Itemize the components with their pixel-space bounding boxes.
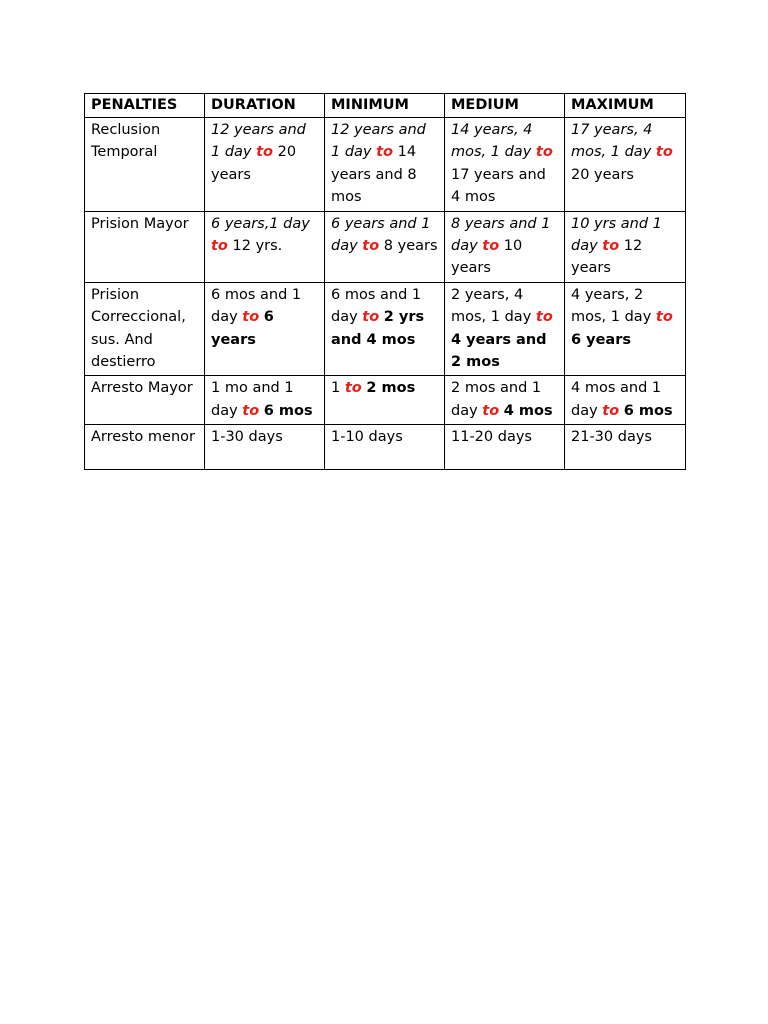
range-start: 1	[331, 380, 341, 397]
range-end: 14 years and 8 mos	[331, 144, 417, 206]
table-row	[85, 211, 686, 282]
to-connector: to	[602, 238, 620, 255]
penalties-table	[84, 93, 686, 470]
to-connector: to	[482, 402, 500, 419]
range-end: 6 years	[571, 331, 631, 348]
header-medium: MEDIUM	[445, 94, 565, 118]
range-start: 8 years and 1 day	[451, 215, 551, 255]
to-connector: to	[535, 144, 553, 161]
to-connector: to	[655, 144, 673, 161]
maximum-cell	[565, 376, 686, 425]
range-end: 4 mos	[503, 402, 553, 419]
range-start: 4 years, 2 mos, 1 day	[571, 286, 652, 326]
header-duration: DURATION	[205, 94, 325, 118]
penalty-name-cell: Arresto Mayor	[85, 376, 205, 425]
to-connector: to	[256, 144, 274, 161]
penalty-name-cell: Arresto menor	[85, 425, 205, 470]
range-start: 6 mos and 1 day	[211, 286, 302, 326]
range-end: 6 mos	[263, 402, 313, 419]
maximum-cell: 21-30 days	[565, 425, 686, 470]
duration-cell	[205, 282, 325, 376]
medium-cell	[445, 282, 565, 376]
duration-cell	[205, 376, 325, 425]
penalty-name-cell: Reclusion Temporal	[85, 118, 205, 212]
range-start: 17 years, 4 mos, 1 day	[571, 122, 653, 161]
minimum-cell	[325, 211, 445, 282]
duration-cell	[205, 211, 325, 282]
range-end: 2 yrs and 4 mos	[331, 309, 425, 348]
range-start: 2 years, 4 mos, 1 day	[451, 286, 532, 326]
maximum-cell	[565, 118, 686, 212]
to-connector: to	[344, 380, 362, 397]
minimum-cell	[325, 282, 445, 376]
to-connector: to	[362, 238, 380, 255]
range-end: 12 years	[571, 238, 643, 277]
range-end: 6 mos	[623, 402, 673, 419]
range-start: 4 mos and 1 day	[571, 380, 662, 419]
range-start: 10 yrs and 1 day	[571, 215, 662, 255]
range-start: 14 years, 4 mos, 1 day	[451, 122, 533, 161]
range-start: 1 mo and 1 day	[211, 380, 294, 419]
minimum-cell	[325, 118, 445, 212]
to-connector: to	[655, 309, 673, 326]
maximum-cell	[565, 282, 686, 376]
range-start: 6 years and 1 day	[331, 215, 431, 255]
range-end: 8 years	[383, 238, 438, 255]
duration-cell	[205, 118, 325, 212]
header-maximum: MAXIMUM	[565, 94, 686, 118]
duration-cell: 1-30 days	[205, 425, 325, 470]
range-end: 10 years	[451, 238, 523, 277]
to-connector: to	[376, 144, 394, 161]
to-connector: to	[362, 309, 380, 326]
medium-cell	[445, 118, 565, 212]
range-start: 12 years and 1 day	[211, 122, 306, 161]
to-connector: to	[602, 402, 620, 419]
range-start: 6 years,1 day	[211, 215, 310, 232]
to-connector: to	[482, 238, 500, 255]
to-connector: to	[242, 309, 260, 326]
range-start: 12 years and 1 day	[331, 122, 426, 161]
to-connector: to	[242, 402, 260, 419]
penalty-name-cell: Prision Mayor	[85, 211, 205, 282]
minimum-cell	[325, 376, 445, 425]
medium-cell	[445, 376, 565, 425]
penalty-name-cell: Prision Correccional, sus. And destierro	[85, 282, 205, 376]
medium-cell: 11-20 days	[445, 425, 565, 470]
range-end: 6 years	[211, 309, 274, 348]
range-start: 2 mos and 1 day	[451, 380, 542, 419]
header-penalties: PENALTIES	[85, 94, 205, 118]
medium-cell	[445, 211, 565, 282]
to-connector: to	[211, 238, 228, 255]
maximum-cell	[565, 211, 686, 282]
table-row	[85, 118, 686, 212]
minimum-cell: 1-10 days	[325, 425, 445, 470]
to-connector: to	[535, 309, 553, 326]
range-end: 20 years	[571, 166, 634, 183]
range-end: 4 years and 2 mos	[451, 331, 547, 371]
range-start: 6 mos and 1 day	[331, 286, 422, 326]
table-row	[85, 425, 686, 470]
header-minimum: MINIMUM	[325, 94, 445, 118]
range-end: 20 years	[211, 144, 297, 183]
range-end: 2 mos	[366, 380, 416, 397]
table-row	[85, 282, 686, 376]
range-end: 17 years and 4 mos	[451, 166, 546, 206]
table-row	[85, 376, 686, 425]
table-header-row	[85, 94, 686, 118]
range-end: 12 yrs.	[232, 238, 283, 255]
